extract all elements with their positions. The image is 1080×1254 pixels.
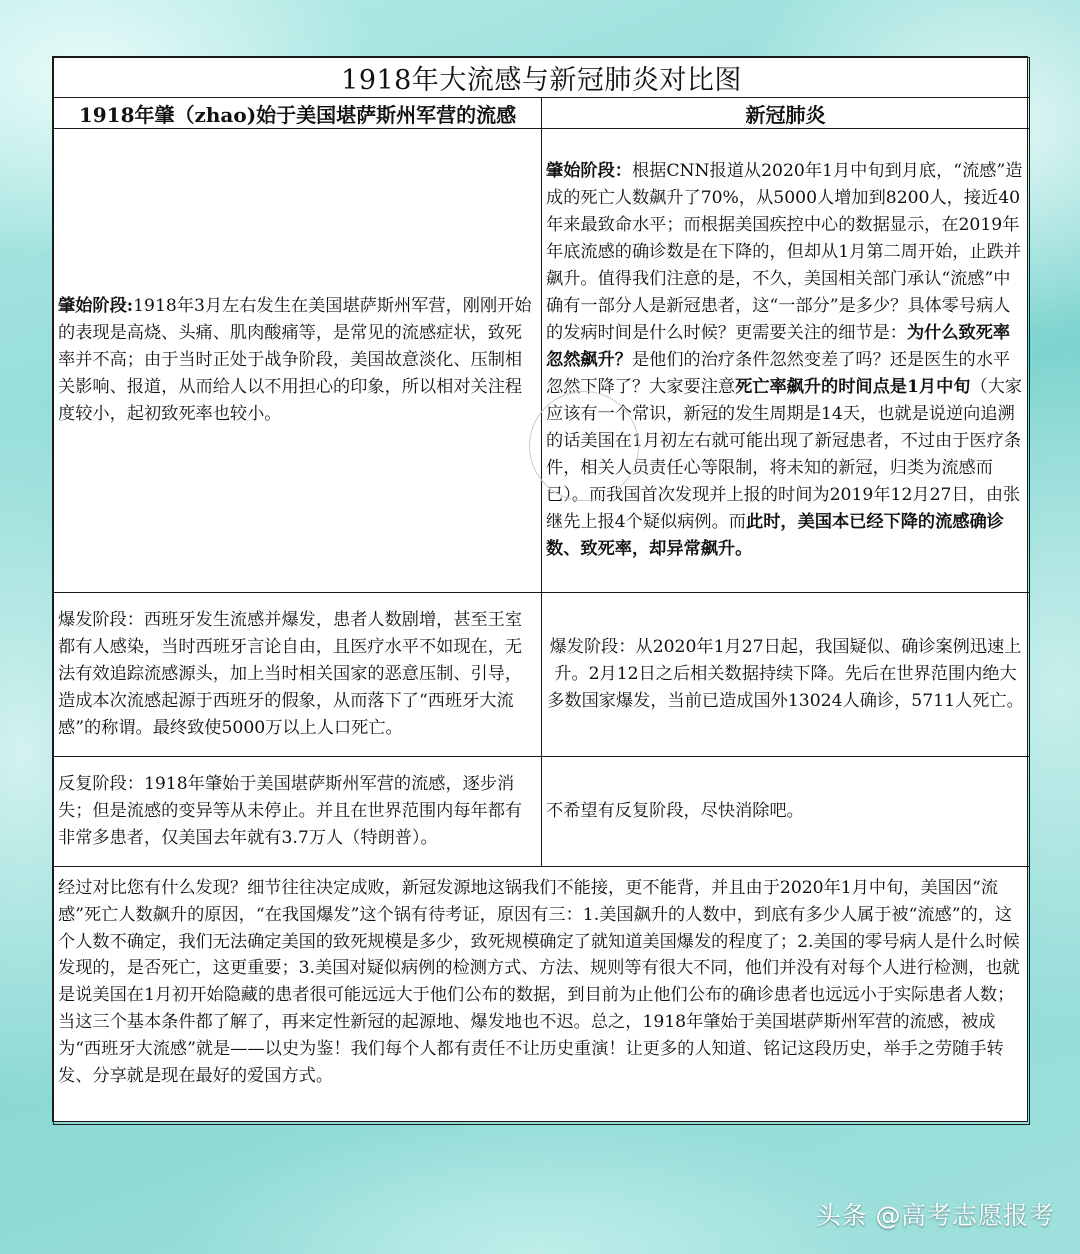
watermark-label: 头条 @高考志愿报考 <box>816 1201 1054 1230</box>
cell-covid-outbreak: 爆发阶段：从2020年1月27日起，我国疑似、确诊案例迅速上升。2月12日之后相关数据持续下降。先后在世界范围内绝大多数国家爆发，当前已造成国外13024人确诊，5711人死亡。 <box>542 593 1030 757</box>
cell-covid-recurrence: 不希望有反复阶段，尽快消除吧。 <box>542 757 1030 867</box>
cell-covid-onset <box>542 129 1030 593</box>
text-onset-covid-3: （大家应该有一个常识，新冠的发生周期是14天，也就是说逆向追溯的话美国在1月初左右就可能出现了新冠患者，不过由于医疗条件，相关人员责任心等限制，将未知的新冠，归类为流感而已）。而我国首次发现并上报的时间为2019年12月27日，由张继先上报4个疑似病例。而 <box>546 377 1023 532</box>
cell-1918-recurrence: 反复阶段：1918年肇始于美国堪萨斯州军营的流感，逐步消失；但是流感的变异等从未停止。并且在世界范围内每年都有非常多患者，仅美国去年就有3.7万人（特朗普）。 <box>54 757 542 867</box>
text-onset-1918: 1918年3月左右发生在美国堪萨斯州军营，刚刚开始的表现是高烧、头痛、肌肉酸痛等，是常见的流感症状，致死率并不高；由于当时正处于战争阶段，美国故意淡化、压制相关影响、报道，从而给人以不用担心的印象，所以相对关注程度较小，起初致死率也较小。 <box>58 296 532 424</box>
text-onset-covid-2: 是他们的治疗条件忽然变差了吗？还是医生的水平忽然下降了？大家要注意 <box>546 350 1011 397</box>
label-onset-1918: 肇始阶段: <box>58 296 134 316</box>
comparison-sheet <box>52 56 1028 1122</box>
label-onset-covid: 肇始阶段： <box>546 161 632 181</box>
header-covid: 新冠肺炎 <box>542 98 1030 129</box>
highlight-death-rate-question: 为什么致死率忽然飙升？ <box>546 323 1011 370</box>
highlight-death-rate-timing: 死亡率飙升的时间点是1月中旬 <box>735 377 971 397</box>
cell-1918-outbreak: 爆发阶段：西班牙发生流感并爆发，患者人数剧增，甚至王室都有人感染，当时西班牙言论自由，且医疗水平不如现在，无法有效追踪流感源头，加上当时相关国家的恶意压制、引导，造成本次流感起源于西班牙的假象，从而落下了“西班牙大流感”的称谓。最终致使5000万以上人口死亡。 <box>54 593 542 757</box>
cell-1918-onset <box>54 129 542 593</box>
page-title: 1918年大流感与新冠肺炎对比图 <box>54 58 1030 98</box>
circle-mark <box>529 391 639 501</box>
comparison-table <box>53 57 1030 1125</box>
text-onset-covid-1: 根据CNN报道从2020年1月中旬到月底，“流感”造成的死亡人数飙升了70%，从5000人增加到8200人，接近40年来最致命水平；而根据美国疾控中心的数据显示，在2019年年底流感的确诊数是在下降的，但却从1月第二周开始，止跌并飙升。值得我们注意的是，不久，美国相关部门承认“流感”中确有一部分人是新冠患者，这“一部分”是多少？具体零号病人的发病时间是什么时候？更需要关注的细节是： <box>546 161 1023 343</box>
header-1918-flu: 1918年肇（zhao)始于美国堪萨斯州军营的流感 <box>54 98 542 129</box>
highlight-us-flu-surge: 此时，美国本已经下降的流感确诊数、致死率，却异常飙升。 <box>546 512 1004 559</box>
conclusion-paragraph: 经过对比您有什么发现？细节往往决定成败，新冠发源地这锅我们不能接，更不能背，并且由于2020年1月中旬，美国因“流感”死亡人数飙升的原因，“在我国爆发”这个锅有待考证，原因有三：1.美国飙升的人数中，到底有多少人属于被“流感”的，这个人数不确定，我们无法确定美国的致死规模是多少，致死规模确定了就知道美国爆发的程度了；2.美国的零号病人是什么时候发现的，是否死亡，这更重要；3.美国对疑似病例的检测方式、方法、规则等有很大不同，他们并没有对每个人进行检测，也就是说美国在1月初开始隐藏的患者很可能远远大于他们公布的数据，到目前为止他们公布的确诊患者也远远小于实际患者人数；当这三个基本条件都了解了，再来定性新冠的起源地、爆发地也不迟。总之，1918年肇始于美国堪萨斯州军营的流感，被成为“西班牙大流感”就是——以史为鉴！我们每个人都有责任不让历史重演！让更多的人知道、铭记这段历史，举手之劳随手转发、分享就是现在最好的爱国方式。 <box>54 867 1030 1125</box>
